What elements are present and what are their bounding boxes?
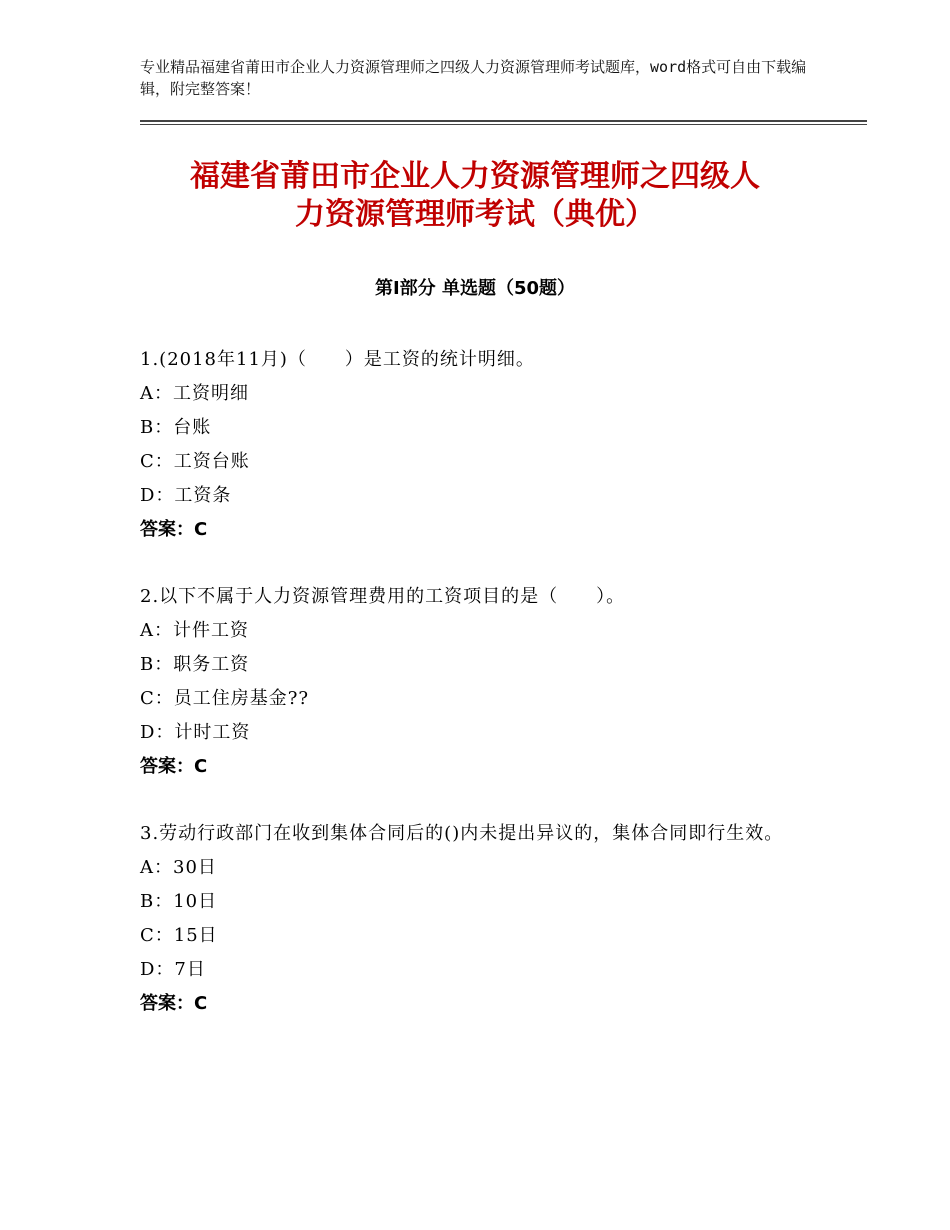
option-d: D：7日 [140, 959, 206, 980]
option-b: B：台账 [140, 417, 212, 438]
option-a: A：工资明细 [140, 383, 249, 404]
header-divider [140, 120, 867, 125]
option-b: B：10日 [140, 891, 218, 912]
option-b: B：职务工资 [140, 654, 250, 675]
question-2 [140, 580, 820, 784]
question-stem: 1.(2018年11月)（ ）是工资的统计明细。 [140, 349, 535, 370]
option-c: C：15日 [140, 925, 218, 946]
question-stem: 2.以下不属于人力资源管理费用的工资项目的是（ ）。 [140, 586, 626, 607]
option-a: A：计件工资 [140, 620, 249, 641]
answer-text: 答案：C [140, 756, 208, 777]
question-stem: 3.劳动行政部门在收到集体合同后的()内未提出异议的，集体合同即行生效。 [140, 823, 784, 844]
option-c: C：工资台账 [140, 451, 250, 472]
answer-text: 答案：C [140, 519, 208, 540]
option-c: C：员工住房基金?? [140, 688, 310, 709]
document-title-line-1: 福建省莆田市企业人力资源管理师之四级人 [190, 159, 760, 194]
document-title-line-2: 力资源管理师考试（典优） [295, 197, 655, 232]
option-a: A：30日 [140, 857, 217, 878]
question-list [140, 343, 820, 1054]
question-1 [140, 343, 820, 547]
section-title: 第Ⅰ部分 单选题（50题） [374, 278, 575, 299]
question-3 [140, 817, 820, 1021]
option-d: D：工资条 [140, 485, 232, 506]
option-d: D：计时工资 [140, 722, 251, 743]
answer-text: 答案：C [140, 993, 208, 1014]
document-title [100, 158, 850, 234]
page-header-note: 专业精品福建省莆田市企业人力资源管理师之四级人力资源管理师考试题库，word格式可自由下载编辑，附完整答案！ [140, 58, 807, 98]
